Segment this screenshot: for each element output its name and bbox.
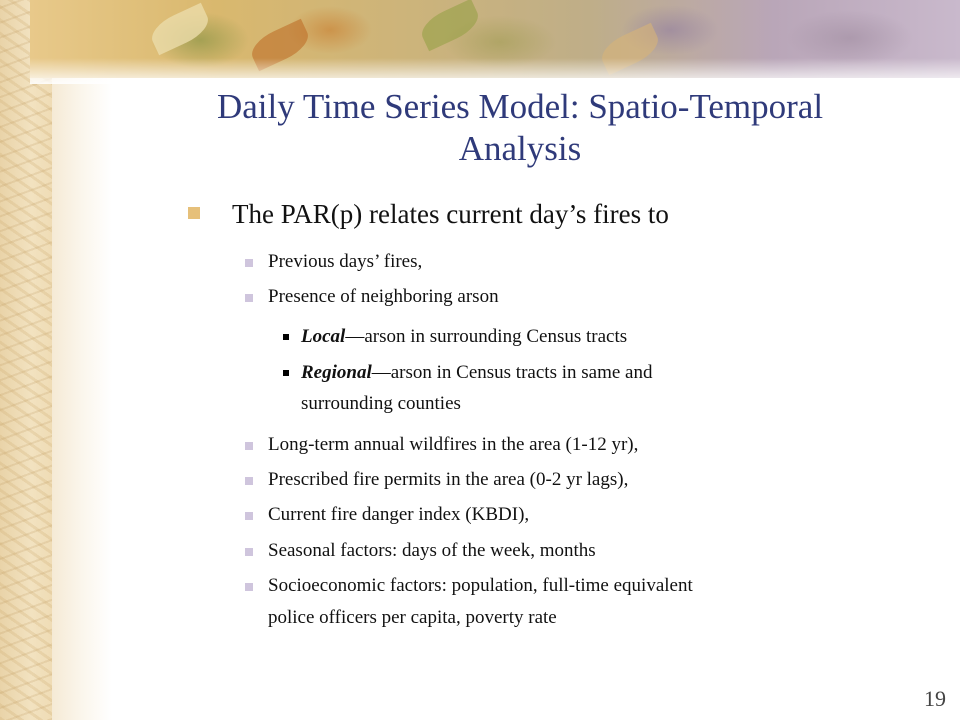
list-item: Current fire danger index (KBDI), [268, 504, 530, 525]
list-item: Socioeconomic factors: population, full-time equivalent [268, 575, 693, 596]
sub-item-text: —arson in Census tracts in same and [371, 362, 653, 383]
left-fade [52, 0, 112, 720]
sub-list-item-regional [301, 360, 652, 386]
list-item: Presence of neighboring arson [268, 286, 499, 307]
bullet-square-level2 [245, 512, 253, 520]
sub-item-text: —arson in surrounding Census tracts [345, 326, 628, 347]
bullet-square-level1 [188, 207, 200, 219]
list-item: Prescribed fire permits in the area (0-2 yr lags), [268, 469, 629, 490]
bullet-square-level2 [245, 583, 253, 591]
sub-item-continuation: surrounding counties [301, 393, 461, 414]
sub-item-term: Local [301, 326, 346, 347]
bullet-square-level2 [245, 548, 253, 556]
title-line-1: Daily Time Series Model: Spatio-Temporal [216, 87, 824, 126]
bullet-square-level2 [245, 442, 253, 450]
left-texture-strip [0, 0, 52, 720]
bullet-square-level2 [245, 294, 253, 302]
main-bullet-text: The PAR(p) relates current day’s fires to [232, 199, 669, 229]
sub-list-item-local [301, 324, 627, 350]
bullet-square-level3 [283, 370, 289, 376]
bullet-square-level3 [283, 334, 289, 340]
list-item: Long-term annual wildfires in the area (1-12 yr), [268, 434, 639, 455]
bullet-square-level2 [245, 477, 253, 485]
list-item: Previous days’ fires, [268, 251, 423, 272]
list-item: Seasonal factors: days of the week, months [268, 540, 596, 561]
slide-title [120, 86, 920, 170]
page-number: 19 [924, 686, 946, 711]
list-item-continuation: police officers per capita, poverty rate [268, 607, 557, 628]
sub-item-term: Regional [301, 362, 372, 383]
top-band-fade [30, 58, 960, 84]
bullet-square-level2 [245, 259, 253, 267]
title-line-2: Analysis [458, 129, 582, 168]
